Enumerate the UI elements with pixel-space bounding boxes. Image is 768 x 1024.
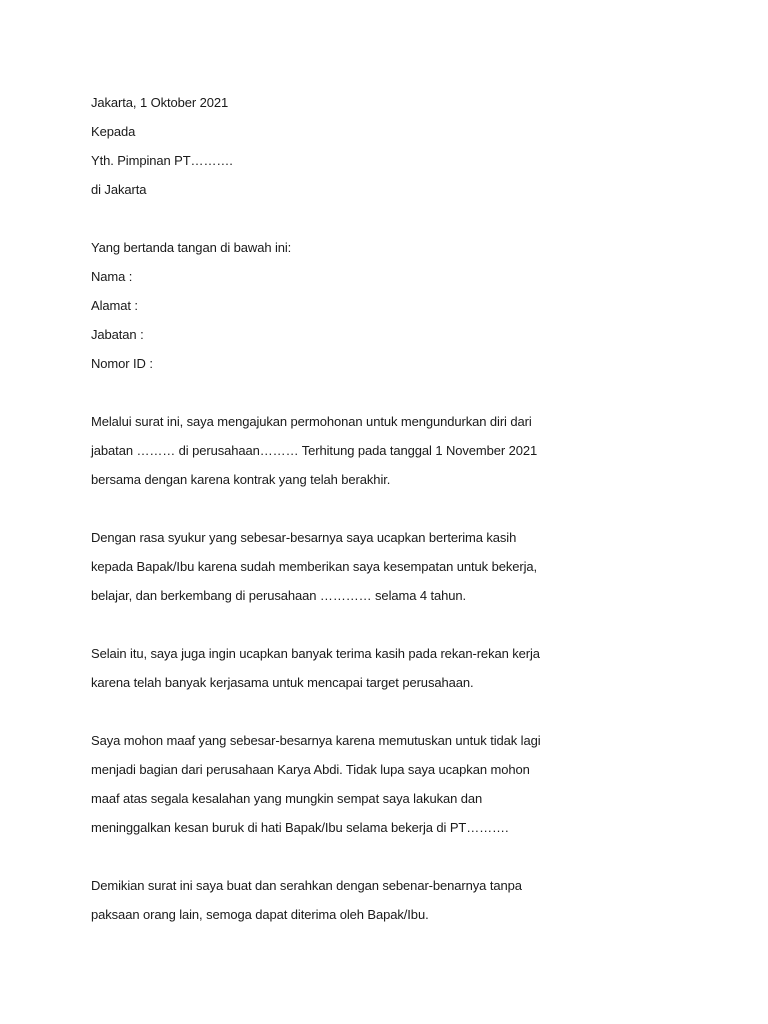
field-jabatan: Jabatan : <box>91 327 144 342</box>
paragraph-line: Saya mohon maaf yang sebesar-besarnya karena memutuskan untuk tidak lagi <box>91 733 541 748</box>
field-nama: Nama : <box>91 269 133 284</box>
paragraph-line: bersama dengan karena kontrak yang telah berakhir. <box>91 472 391 487</box>
paragraph-4 <box>91 726 731 842</box>
recipient-line: di Jakarta <box>91 182 147 197</box>
paragraph-line: Demikian surat ini saya buat dan serahkan dengan sebenar-benarnya tanpa <box>91 878 522 893</box>
paragraph-line: belajar, dan berkembang di perusahaan ………… selama 4 tahun. <box>91 588 467 603</box>
field-nomor-id: Nomor ID : <box>91 356 153 371</box>
paragraph-line: maaf atas segala kesalahan yang mungkin sempat saya lakukan dan <box>91 791 483 806</box>
paragraph-1 <box>91 407 731 494</box>
resignation-letter <box>91 88 731 929</box>
recipient-line: Yth. Pimpinan PT………. <box>91 153 233 168</box>
paragraph-3 <box>91 639 731 697</box>
paragraph-line: meninggalkan kesan buruk di hati Bapak/Ibu selama bekerja di PT………. <box>91 820 509 835</box>
paragraph-line: jabatan ……… di perusahaan……… Terhitung pada tanggal 1 November 2021 <box>91 443 538 458</box>
paragraph-5 <box>91 871 731 929</box>
paragraph-line: paksaan orang lain, semoga dapat diterima oleh Bapak/Ibu. <box>91 907 429 922</box>
paragraph-line: kepada Bapak/Ibu karena sudah memberikan saya kesempatan untuk bekerja, <box>91 559 538 574</box>
paragraph-line: menjadi bagian dari perusahaan Karya Abdi. Tidak lupa saya ucapkan mohon <box>91 762 530 777</box>
paragraph-line: Melalui surat ini, saya mengajukan permohonan untuk mengundurkan diri dari <box>91 414 532 429</box>
intro-line: Yang bertanda tangan di bawah ini: <box>91 240 292 255</box>
paragraph-line: Selain itu, saya juga ingin ucapkan banyak terima kasih pada rekan-rekan kerja <box>91 646 540 661</box>
recipient-line: Kepada <box>91 124 136 139</box>
paragraph-line: Dengan rasa syukur yang sebesar-besarnya saya ucapkan berterima kasih <box>91 530 517 545</box>
paragraph-2 <box>91 523 731 610</box>
paragraph-line: karena telah banyak kerjasama untuk mencapai target perusahaan. <box>91 675 474 690</box>
letter-date: Jakarta, 1 Oktober 2021 <box>91 95 229 110</box>
field-alamat: Alamat : <box>91 298 138 313</box>
